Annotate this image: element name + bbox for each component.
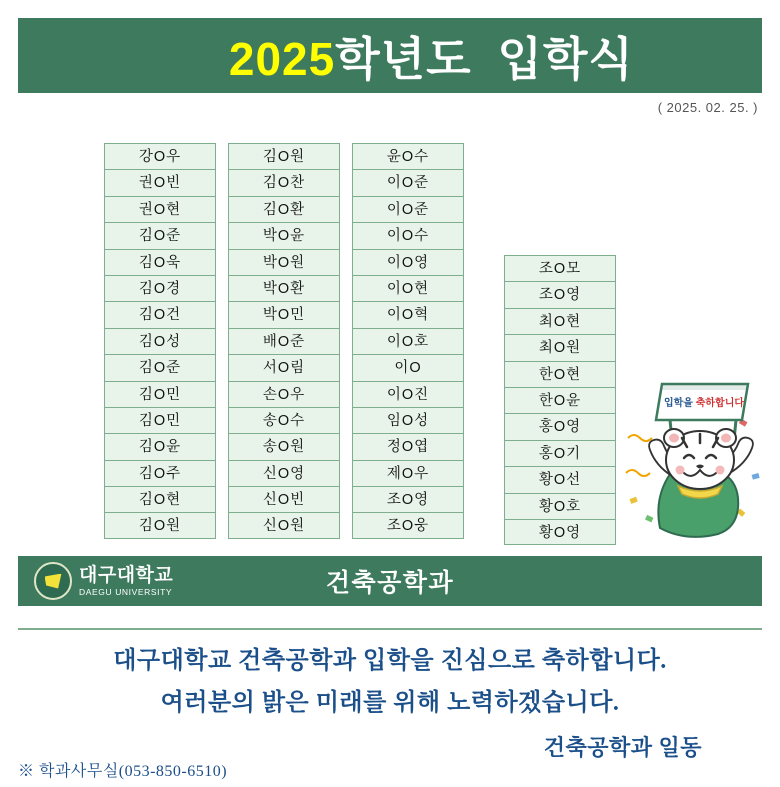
seal-inner-shape — [45, 574, 62, 589]
list-item: 김O민 — [104, 381, 216, 407]
list-item: 최O원 — [504, 334, 616, 360]
message-line-1: 대구대학교 건축공학과 입학을 진심으로 축하합니다. — [113, 648, 667, 674]
list-item: 황O영 — [504, 519, 616, 545]
svg-text:입학을 축하합니다: 입학을 축하합니다 — [663, 398, 745, 409]
list-item: 김O원 — [228, 143, 340, 169]
list-item: 홍O기 — [504, 440, 616, 466]
university-seal-icon — [34, 562, 72, 600]
university-name-en: DAEGU UNIVERSITY — [79, 586, 173, 597]
list-item: 김O윤 — [104, 433, 216, 459]
list-item: 서O림 — [228, 354, 340, 380]
list-item: 조O모 — [504, 255, 616, 281]
list-item: 이O영 — [352, 249, 464, 275]
tiger-mascot-icon — [620, 378, 770, 553]
list-item: 신O원 — [228, 512, 340, 538]
list-item: 김O찬 — [228, 169, 340, 195]
university-logo — [34, 562, 173, 600]
title-academic-suffix: 학년도 — [335, 32, 472, 85]
section-divider — [18, 628, 762, 630]
list-item: 한O현 — [504, 361, 616, 387]
list-item: 이O — [352, 354, 464, 380]
list-item: 조O영 — [352, 486, 464, 512]
list-item: 조O웅 — [352, 512, 464, 538]
title-year: 2025 — [228, 32, 336, 85]
event-date: ( 2025. 02. 25. ) — [657, 100, 758, 115]
list-item: 김O준 — [104, 222, 216, 248]
list-item: 김O환 — [228, 196, 340, 222]
list-item: 황O선 — [504, 466, 616, 492]
list-item: 이O현 — [352, 275, 464, 301]
list-item: 박O환 — [228, 275, 340, 301]
university-logo-text — [79, 566, 173, 597]
list-item: 윤O수 — [352, 143, 464, 169]
list-item: 신O빈 — [228, 486, 340, 512]
list-item: 이O혁 — [352, 301, 464, 327]
list-item: 김O욱 — [104, 249, 216, 275]
name-column-4 — [504, 255, 616, 545]
list-item: 홍O영 — [504, 413, 616, 439]
list-item: 이O준 — [352, 169, 464, 195]
list-item: 이O수 — [352, 222, 464, 248]
list-item: 손O우 — [228, 381, 340, 407]
name-column-2 — [228, 143, 340, 539]
list-item: 한O윤 — [504, 387, 616, 413]
list-item: 권O빈 — [104, 169, 216, 195]
list-item: 신O영 — [228, 460, 340, 486]
list-item: 박O원 — [228, 249, 340, 275]
list-item: 김O현 — [104, 486, 216, 512]
list-item: 배O준 — [228, 328, 340, 354]
office-contact: ※ 학과사무실(053-850-6510) — [18, 763, 228, 780]
list-item: 김O주 — [104, 460, 216, 486]
page-title — [146, 0, 634, 143]
name-column-1 — [104, 143, 216, 539]
list-item: 박O민 — [228, 301, 340, 327]
congratulation-message — [18, 640, 762, 762]
list-item: 강O우 — [104, 143, 216, 169]
footer-bar — [18, 556, 762, 606]
name-column-3 — [352, 143, 464, 539]
list-item: 이O호 — [352, 328, 464, 354]
list-item: 이O준 — [352, 196, 464, 222]
list-item: 이O진 — [352, 381, 464, 407]
list-item: 최O현 — [504, 308, 616, 334]
list-item: 김O건 — [104, 301, 216, 327]
header-banner — [18, 18, 762, 93]
list-item: 권O현 — [104, 196, 216, 222]
message-line-2: 여러분의 밝은 미래를 위해 노력하겠습니다. — [160, 690, 620, 716]
list-item: 정O엽 — [352, 433, 464, 459]
list-item: 김O준 — [104, 354, 216, 380]
list-item: 김O민 — [104, 407, 216, 433]
list-item: 박O윤 — [228, 222, 340, 248]
department-name: 건축공학과 — [325, 569, 455, 597]
university-name-kr: 대구대학교 — [79, 564, 174, 586]
message-signature: 건축공학과 일동 — [543, 735, 702, 760]
list-item: 김O경 — [104, 275, 216, 301]
list-item: 송O수 — [228, 407, 340, 433]
list-item: 조O영 — [504, 281, 616, 307]
title-event: 입학식 — [497, 32, 634, 85]
list-item: 송O원 — [228, 433, 340, 459]
list-item: 김O성 — [104, 328, 216, 354]
list-item: 황O호 — [504, 493, 616, 519]
list-item: 제O우 — [352, 460, 464, 486]
list-item: 김O원 — [104, 512, 216, 538]
list-item: 임O성 — [352, 407, 464, 433]
